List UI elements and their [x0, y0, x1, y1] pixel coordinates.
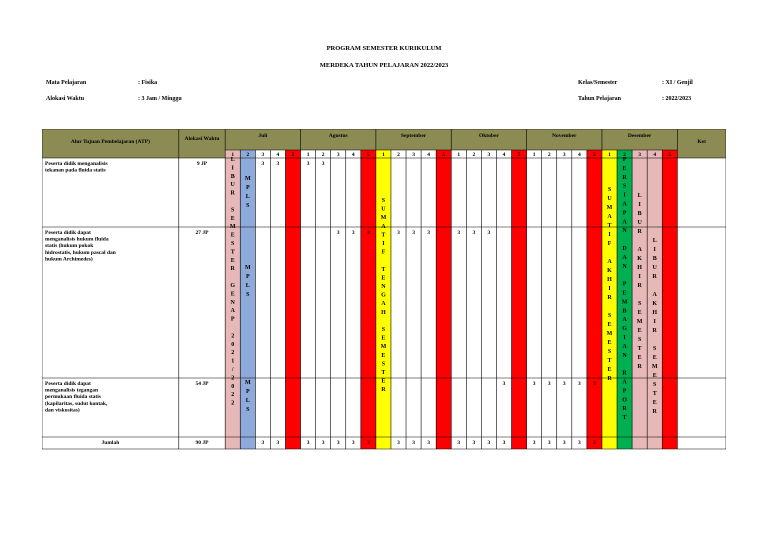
- vertical-char: I: [608, 232, 611, 238]
- vertical-char: U: [607, 196, 612, 202]
- vertical-char: A: [381, 301, 386, 308]
- vertical-char: E: [622, 165, 627, 172]
- vertical-char: I: [653, 247, 656, 253]
- vertical-char: R: [622, 406, 627, 413]
- total-cell: 3: [397, 440, 400, 446]
- vertical-char: 2: [231, 350, 235, 357]
- vertical-char: P: [622, 210, 627, 217]
- vertical-char: L: [245, 194, 250, 200]
- vertical-char: I: [623, 335, 626, 341]
- alokasi-label: Alokasi Waktu: [46, 96, 85, 102]
- atp-line: (kapilaritas, sudut kontak,: [45, 400, 108, 407]
- vertical-char: M: [229, 224, 236, 231]
- vertical-char: P: [245, 389, 250, 395]
- week-number: 5: [593, 152, 596, 158]
- vertical-char: U: [637, 220, 642, 226]
- vertical-char: I: [638, 274, 641, 280]
- total-cell: 3: [351, 440, 355, 446]
- vertical-char: S: [622, 183, 627, 190]
- week-number: 2: [472, 152, 476, 158]
- vertical-char: K: [637, 256, 642, 262]
- total-cell: 3: [427, 440, 431, 446]
- week-number: 1: [608, 152, 611, 158]
- alokasi-value: 27 JP: [195, 230, 209, 236]
- atp-line: tekanan pada fluida statis: [45, 167, 106, 174]
- vertical-char: R: [637, 283, 642, 289]
- vertical-char: R: [622, 174, 627, 181]
- vertical-char: T: [381, 232, 386, 239]
- vertical-char: B: [652, 256, 657, 262]
- vertical-char: E: [652, 373, 657, 379]
- vertical-char: M: [244, 380, 251, 386]
- vertical-char: S: [381, 361, 386, 368]
- vertical-char: P: [622, 388, 627, 395]
- month-header: Juli: [258, 133, 268, 139]
- vertical-char: L: [245, 398, 250, 404]
- vertical-char: M: [380, 215, 387, 222]
- atp-line: statis (hukum pokok: [45, 243, 94, 250]
- vertical-char: M: [606, 205, 613, 211]
- atp-line: menganalisis hukum fluida: [45, 236, 109, 243]
- vertical-char: T: [652, 391, 657, 397]
- week-number: 5: [517, 152, 521, 158]
- vertical-char: A: [637, 247, 642, 253]
- vertical-char: E: [230, 257, 235, 264]
- total-cell: 3: [261, 440, 265, 446]
- vertical-char: R: [637, 229, 642, 235]
- month-header: November: [552, 133, 577, 139]
- vertical-char: L: [652, 238, 657, 244]
- vertical-char: U: [381, 206, 386, 213]
- vertical-char: L: [230, 157, 235, 163]
- vertical-char: S: [607, 187, 612, 193]
- mapel-value: : Fisika: [138, 80, 158, 86]
- vertical-char: A: [607, 214, 612, 220]
- vertical-char: 2: [231, 333, 235, 340]
- program-semester-table: [42, 129, 726, 453]
- vertical-char: R: [607, 376, 612, 382]
- jp-cell: 3: [577, 381, 581, 387]
- document-title: PROGRAM SEMESTER KURIKULUM: [326, 45, 442, 52]
- vertical-char: /: [231, 367, 234, 373]
- vertical-char: S: [246, 407, 250, 413]
- vertical-char: I: [638, 202, 641, 208]
- vertical-char: S: [653, 346, 657, 352]
- vertical-char: T: [607, 223, 612, 229]
- week-number: 4: [427, 152, 431, 158]
- week-number: 3: [336, 152, 340, 158]
- week-number: 3: [562, 152, 566, 158]
- total-cell: 3: [472, 440, 476, 446]
- vertical-char: A: [622, 317, 627, 324]
- vertical-char: P: [622, 157, 627, 163]
- vertical-char: H: [381, 309, 386, 316]
- vertical-char: R: [652, 328, 657, 334]
- vertical-char: O: [622, 397, 627, 404]
- jp-cell: 3: [366, 230, 370, 236]
- vertical-char: E: [230, 215, 235, 222]
- vertical-char: R: [230, 266, 235, 273]
- vertical-char: M: [651, 364, 658, 370]
- vertical-char: E: [381, 352, 386, 359]
- total-cell: 3: [457, 440, 461, 446]
- week-number: 4: [351, 152, 355, 158]
- header-fill-ket: [677, 150, 726, 158]
- total-cell: 3: [336, 440, 340, 446]
- vertical-char: E: [230, 232, 235, 239]
- vertical-char: M: [244, 265, 251, 271]
- vertical-char: E: [381, 378, 386, 385]
- vertical-char: E: [637, 328, 642, 334]
- vertical-char: T: [381, 370, 386, 376]
- vertical-char: N: [381, 284, 386, 290]
- jp-cell: 3: [547, 381, 551, 387]
- atp-text: [45, 230, 116, 262]
- month-header: Agustus: [328, 133, 348, 139]
- jp-cell: 3: [276, 161, 280, 167]
- vertical-char: H: [607, 277, 612, 283]
- atp-line: Peserta didik menganalisis: [45, 161, 108, 167]
- vertical-char: S: [381, 327, 386, 333]
- vertical-char: B: [637, 211, 642, 217]
- jp-cell: 3: [351, 230, 355, 236]
- vertical-char: T: [381, 266, 386, 273]
- special-column-fill: [662, 150, 677, 449]
- vertical-char: E: [607, 367, 612, 373]
- vertical-char: A: [622, 254, 627, 261]
- vertical-char: A: [607, 259, 612, 265]
- atp-text: [45, 161, 108, 174]
- total-cell: 3: [502, 440, 506, 446]
- vertical-char: 2: [231, 375, 235, 382]
- document-subtitle: MERDEKA TAHUN PELAJARAN 2022/2023: [319, 62, 449, 69]
- vertical-char: R: [637, 364, 642, 370]
- atp-line: Peserta didik dapat: [45, 381, 91, 387]
- vertical-char: H: [652, 310, 658, 316]
- jp-cell: 3: [472, 230, 476, 236]
- vertical-char: A: [622, 201, 627, 208]
- vertical-char: 0: [231, 383, 235, 390]
- jp-cell: 3: [321, 161, 325, 167]
- vertical-char: R: [230, 190, 235, 197]
- vertical-char: E: [230, 291, 235, 298]
- vertical-char: E: [381, 335, 386, 342]
- alokasi-value: 9 JP: [196, 161, 208, 167]
- jp-cell: 3: [306, 161, 310, 167]
- vertical-char: I: [653, 319, 656, 325]
- week-number: 1: [231, 152, 235, 158]
- week-number: 3: [412, 152, 415, 158]
- vertical-char: A: [652, 292, 657, 298]
- vertical-char: 1: [231, 358, 235, 365]
- vertical-char: S: [381, 198, 386, 204]
- mapel-label: Mata Pelajaran: [46, 80, 87, 86]
- week-number: 5: [442, 152, 446, 158]
- total-cell: 3: [487, 440, 491, 446]
- vertical-char: N: [622, 352, 627, 359]
- week-number: 2: [321, 152, 325, 158]
- vertical-char: T: [637, 346, 642, 352]
- jp-cell: 3: [336, 230, 340, 236]
- vertical-char: R: [622, 370, 627, 377]
- vertical-char: E: [607, 322, 612, 328]
- week-number: 1: [382, 152, 385, 158]
- vertical-char: F: [381, 249, 386, 256]
- tahun-label: Tahun Pelajaran: [578, 96, 621, 102]
- vertical-char: I: [382, 241, 385, 247]
- vertical-char: M: [621, 299, 628, 306]
- jp-cell: 3: [562, 381, 566, 387]
- jp-cell: 3: [593, 381, 596, 387]
- vertical-char: R: [381, 387, 386, 394]
- vertical-char: S: [637, 337, 642, 343]
- alokasi-value: : 3 Jam / Minggu: [138, 96, 182, 102]
- vertical-char: N: [622, 228, 627, 235]
- vertical-char: 2: [231, 400, 235, 407]
- vertical-char: S: [246, 203, 250, 209]
- kelas-label: Kelas/Semester: [578, 80, 618, 86]
- vertical-char: E: [381, 275, 386, 282]
- vertical-char: M: [380, 344, 387, 351]
- vertical-char: S: [637, 301, 642, 307]
- total-cell: 3: [306, 440, 310, 446]
- vertical-char: E: [652, 400, 657, 406]
- vertical-char: S: [607, 349, 612, 355]
- special-column-fill: [512, 150, 527, 449]
- vertical-char: T: [622, 415, 627, 422]
- jp-cell: 3: [412, 230, 415, 236]
- vertical-char: G: [230, 283, 236, 289]
- week-number: 3: [638, 152, 642, 158]
- total-cell: 3: [577, 440, 581, 446]
- vertical-char: N: [230, 299, 235, 306]
- month-header: Oktober: [478, 133, 499, 139]
- vertical-char: L: [245, 283, 250, 289]
- header-fill-left: [42, 150, 225, 158]
- vertical-char: S: [231, 241, 235, 247]
- jp-cell: 3: [502, 381, 506, 387]
- vertical-char: A: [381, 223, 386, 230]
- total-cell: 3: [276, 440, 280, 446]
- atp-line: Peserta didik dapat: [45, 230, 91, 236]
- week-number: 4: [502, 152, 506, 158]
- vertical-char: 0: [231, 341, 235, 348]
- week-number: 5: [668, 152, 672, 158]
- week-number: 4: [653, 152, 657, 158]
- kelas-value: : XI / Genjil: [662, 80, 693, 86]
- vertical-char: E: [607, 340, 612, 346]
- vertical-char: A: [622, 379, 627, 386]
- week-number: 3: [261, 152, 265, 158]
- ket-header: Ket: [697, 139, 706, 145]
- vertical-char: A: [622, 343, 627, 350]
- vertical-char: K: [607, 268, 612, 274]
- vertical-char: I: [231, 165, 234, 172]
- vertical-char: A: [230, 308, 235, 315]
- atp-text: [45, 381, 108, 413]
- vertical-char: F: [607, 241, 612, 247]
- week-number: 4: [276, 152, 280, 158]
- jp-cell: 3: [532, 381, 536, 387]
- month-header: September: [400, 133, 427, 139]
- total-label: Jumlah: [101, 440, 120, 446]
- atp-line: hidrostatis, hukum pascal dan: [45, 249, 116, 256]
- vertical-char: T: [607, 358, 612, 364]
- vertical-char: M: [606, 331, 613, 337]
- vertical-char: L: [637, 193, 642, 199]
- total-cell: 3: [412, 440, 415, 446]
- vertical-char: P: [622, 281, 627, 288]
- jp-cell: 3: [487, 230, 491, 236]
- vertical-char: P: [230, 316, 235, 323]
- vertical-char: P: [245, 185, 250, 191]
- atp-line: permukaan fluida statis: [45, 394, 101, 401]
- vertical-char: R: [652, 409, 657, 415]
- special-column-fill: [587, 150, 602, 449]
- total-cell: 3: [593, 440, 596, 446]
- month-header: Desember: [627, 133, 652, 139]
- week-number: 2: [547, 152, 551, 158]
- vertical-char: I: [623, 192, 626, 199]
- week-number: 3: [487, 152, 491, 158]
- vertical-char: G: [622, 326, 627, 333]
- vertical-char: R: [607, 295, 612, 301]
- total-cell: 3: [532, 440, 536, 446]
- vertical-char: E: [637, 355, 642, 361]
- special-column-fill: [361, 150, 376, 449]
- vertical-char: E: [622, 290, 627, 297]
- week-number: 5: [366, 152, 370, 158]
- week-number: 1: [532, 152, 536, 158]
- vertical-char: K: [652, 301, 658, 307]
- week-number: 2: [623, 152, 626, 158]
- alokasi-header: Alokasi Waktu: [184, 136, 220, 142]
- atp-line: hukum Archimedes): [45, 256, 93, 263]
- vertical-char: B: [622, 308, 627, 315]
- tahun-value: : 2022/2023: [662, 96, 692, 102]
- vertical-char: H: [637, 265, 642, 271]
- total-cell: 3: [366, 440, 370, 446]
- total-cell: 3: [321, 440, 325, 446]
- week-number: 5: [291, 152, 295, 158]
- vertical-char: U: [230, 182, 235, 189]
- atp-header: Alur Tujuan Pembelajaran (ATP): [70, 139, 150, 145]
- vertical-char: A: [622, 219, 627, 226]
- vertical-char: S: [246, 292, 250, 298]
- vertical-char: G: [381, 292, 386, 299]
- special-column-fill: [376, 150, 391, 449]
- vertical-char: E: [637, 310, 642, 316]
- special-column-fill: [285, 150, 300, 449]
- week-number: 2: [246, 152, 250, 158]
- special-column-fill: [436, 150, 451, 449]
- vertical-char: R: [652, 274, 657, 280]
- week-number: 2: [397, 152, 400, 158]
- week-number: 1: [457, 152, 461, 158]
- vertical-char: D: [622, 246, 627, 252]
- total-value: 90 JP: [195, 440, 209, 446]
- atp-line: menganalisis tegangan: [45, 387, 99, 394]
- vertical-char: E: [652, 355, 657, 361]
- vertical-char: S: [231, 207, 235, 214]
- jp-cell: 3: [427, 230, 431, 236]
- vertical-char: U: [652, 265, 657, 271]
- vertical-char: S: [607, 313, 612, 319]
- vertical-char: M: [244, 176, 251, 182]
- vertical-char: P: [245, 274, 250, 280]
- vertical-char: 2: [231, 392, 235, 399]
- vertical-char: T: [230, 249, 235, 256]
- vertical-char: M: [636, 319, 643, 325]
- alokasi-value: 54 JP: [195, 381, 209, 387]
- vertical-char: B: [230, 173, 235, 180]
- vertical-char: I: [608, 286, 611, 292]
- total-cell: 3: [547, 440, 551, 446]
- jp-cell: 3: [457, 230, 461, 236]
- vertical-char: N: [622, 263, 627, 270]
- total-cell: 3: [562, 440, 566, 446]
- jp-cell: 3: [397, 230, 400, 236]
- week-number: 1: [306, 152, 310, 158]
- atp-line: dan viskositas): [45, 407, 80, 414]
- vertical-char: S: [653, 382, 657, 388]
- jp-cell: 3: [261, 161, 265, 167]
- week-number: 4: [577, 152, 581, 158]
